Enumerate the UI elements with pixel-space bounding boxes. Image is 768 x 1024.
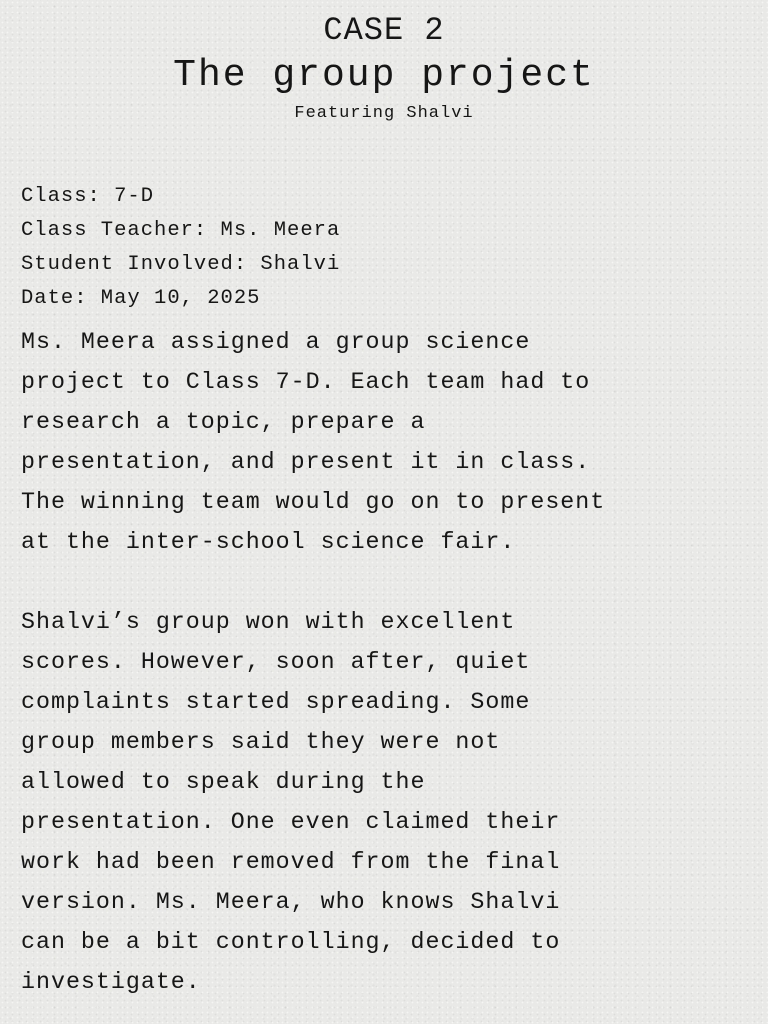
student-line: Student Involved: Shalvi	[21, 253, 341, 276]
case-number: CASE 2	[323, 12, 445, 49]
case-narrative	[21, 322, 751, 1002]
paragraph-complaints: Shalvi’s group won with excellent scores. However, soon after, quiet complaints started spreading. Some group members said they were not allowed to speak during the presentation. One even claimed their work had been removed from the final version. Ms. Meera, who knows Shalvi can be a bit controlling, decided to investigate.	[21, 609, 561, 995]
case-title: The group project	[173, 54, 595, 97]
case-details	[21, 180, 340, 316]
case-header	[0, 10, 768, 126]
class-line: Class: 7-D	[21, 185, 155, 208]
date-line: Date: May 10, 2025	[21, 287, 261, 310]
featuring-subtitle: Featuring Shalvi	[294, 104, 474, 123]
paragraph-assignment: Ms. Meera assigned a group science project to Class 7-D. Each team had to research a topic, prepare a presentation, and present it in class. The winning team would go on to present at the inter-school science fair.	[21, 329, 606, 555]
teacher-line: Class Teacher: Ms. Meera	[21, 219, 341, 242]
